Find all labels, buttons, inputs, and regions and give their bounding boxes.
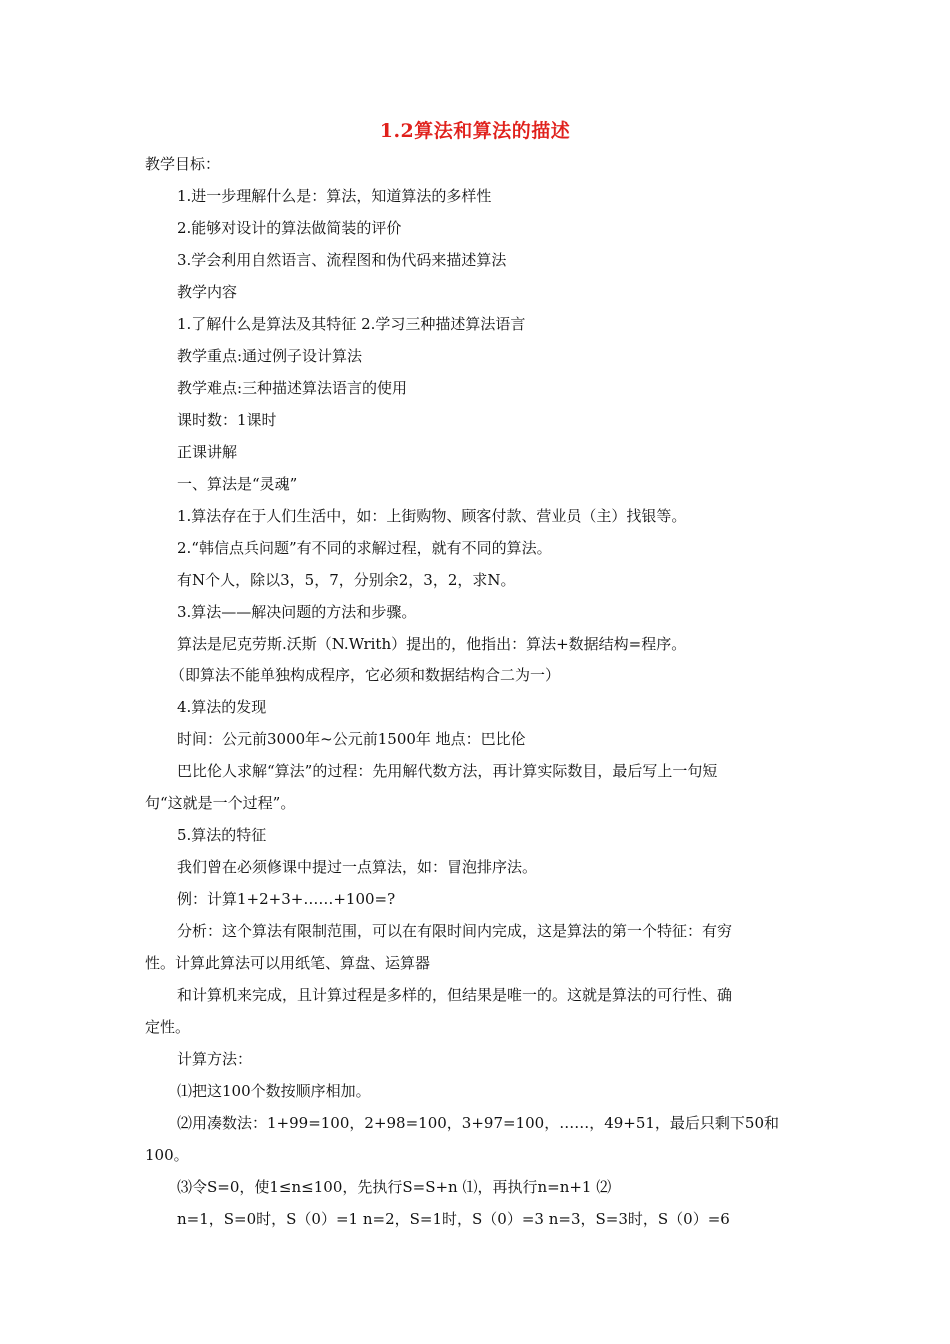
text-line: 时间：公元前3000年~公元前1500年 地点：巴比伦 xyxy=(177,730,526,748)
text-line: 2.“韩信点兵问题”有不同的求解过程，就有不同的算法。 xyxy=(177,539,552,557)
text-line: ⑶令S=0，使1≤n≤100，先执行S=S+n ⑴，再执行n=n+1 ⑵ xyxy=(177,1178,612,1196)
text-line: 教学目标： xyxy=(145,155,221,173)
text-line: 有N个人，除以3，5，7，分别余2，3，2，求N。 xyxy=(177,571,516,589)
text-line: 性。计算此算法可以用纸笔、算盘、运算器 xyxy=(145,954,431,972)
text-line: 分析：这个算法有限制范围，可以在有限时间内完成，这是算法的第一个特征：有穷 xyxy=(177,922,733,940)
text-line: ⑵用凑数法：1+99=100，2+98=100，3+97=100，……，49+51，最后只剩下50和 xyxy=(177,1114,780,1132)
text-line: 和计算机来完成，且计算过程是多样的，但结果是唯一的。这就是算法的可行性、确 xyxy=(177,986,733,1004)
text-line: 教学难点:三种描述算法语言的使用 xyxy=(177,379,408,397)
text-line: 3.算法——解决问题的方法和步骤。 xyxy=(177,603,417,621)
text-line: 正课讲解 xyxy=(177,443,238,461)
text-line: 5.算法的特征 xyxy=(177,826,267,844)
text-line: 2.能够对设计的算法做简装的评价 xyxy=(177,219,402,237)
text-line: 100。 xyxy=(145,1146,189,1164)
text-line: 巴比伦人求解“算法”的过程：先用解代数方法，再计算实际数目，最后写上一句短 xyxy=(177,762,718,780)
text-line: 教学重点:通过例子设计算法 xyxy=(177,347,363,365)
text-line: 3.学会利用自然语言、流程图和伪代码来描述算法 xyxy=(177,251,507,269)
text-line: ⑴把这100个数按顺序相加。 xyxy=(177,1082,371,1100)
text-line: 1.算法存在于人们生活中，如：上街购物、顾客付款、营业员（主）找银等。 xyxy=(177,507,687,525)
text-line: 4.算法的发现 xyxy=(177,698,267,716)
text-line: 1.进一步理解什么是：算法，知道算法的多样性 xyxy=(177,187,492,205)
text-line: 句“这就是一个过程”。 xyxy=(145,794,296,812)
text-line: n=1，S=0时，S（0）=1 n=2，S=1时，S（0）=3 n=3，S=3时，S（0）=6 xyxy=(177,1210,730,1228)
text-line: 课时数：1课时 xyxy=(177,411,277,429)
text-line: 1.了解什么是算法及其特征 2.学习三种描述算法语言 xyxy=(177,315,526,333)
text-line: 例：计算1+2+3+……+100=? xyxy=(177,890,396,908)
text-line: 教学内容 xyxy=(177,283,238,301)
text-line: 我们曾在必须修课中提过一点算法，如：冒泡排序法。 xyxy=(177,858,538,876)
text-line: 算法是尼克劳斯.沃斯（N.Writh）提出的，他指出：算法+数据结构=程序。 xyxy=(177,635,687,653)
text-line: 定性。 xyxy=(145,1018,191,1036)
document-title: 1.2算法和算法的描述 xyxy=(379,120,571,142)
text-line: （即算法不能单独构成程序，它必须和数据结构合二为一） xyxy=(170,666,561,684)
text-line: 计算方法： xyxy=(177,1050,253,1068)
text-line: 一、算法是“灵魂” xyxy=(177,475,298,493)
